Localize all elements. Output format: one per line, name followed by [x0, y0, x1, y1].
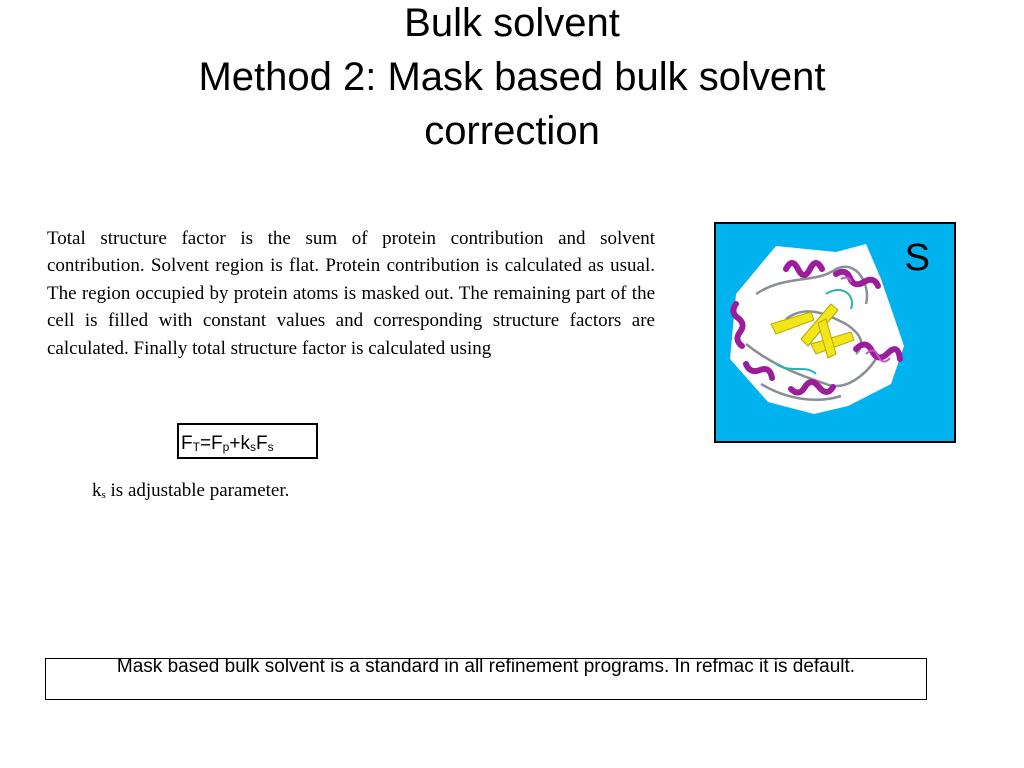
- param-sub: s: [101, 489, 106, 501]
- title-line-1: Bulk solvent: [404, 1, 620, 45]
- figure-label-s: S: [904, 237, 930, 279]
- formula-sub-p: p: [222, 440, 230, 454]
- protein-mask-figure: [714, 222, 956, 443]
- formula-plus-k: +k: [229, 433, 250, 454]
- note-text: Mask based bulk solvent is a standard in all refinement programs. In refmac it is default.: [116, 656, 856, 677]
- formula-f-total: F: [181, 433, 193, 454]
- formula-equals-fp: =F: [199, 433, 223, 454]
- parameter-text: [92, 480, 289, 502]
- title-line-2: Method 2: Mask based bulk solvent: [198, 55, 826, 99]
- param-k: k: [92, 480, 102, 501]
- slide-title: [0, 0, 1024, 158]
- note-box: [45, 658, 927, 700]
- title-line-3: correction: [424, 109, 600, 153]
- formula-sub-s1: s: [249, 440, 256, 454]
- formula-sub-s2: s: [267, 440, 274, 454]
- formula-box: [177, 423, 318, 459]
- body-text: Total structure factor is the sum of protein contribution and solvent contribution. Solvent region is flat. Protein contribution is calculated as usual. The region occupied by protein atoms is masked out. The remaining part of the cell is filled with constant values and corresponding structure factors are calculated. Finally total structure factor is calculated using: [47, 228, 655, 359]
- formula-f-solvent: F: [255, 433, 268, 454]
- param-desc: is adjustable parameter.: [105, 480, 290, 501]
- formula-sub-t: T: [192, 440, 200, 454]
